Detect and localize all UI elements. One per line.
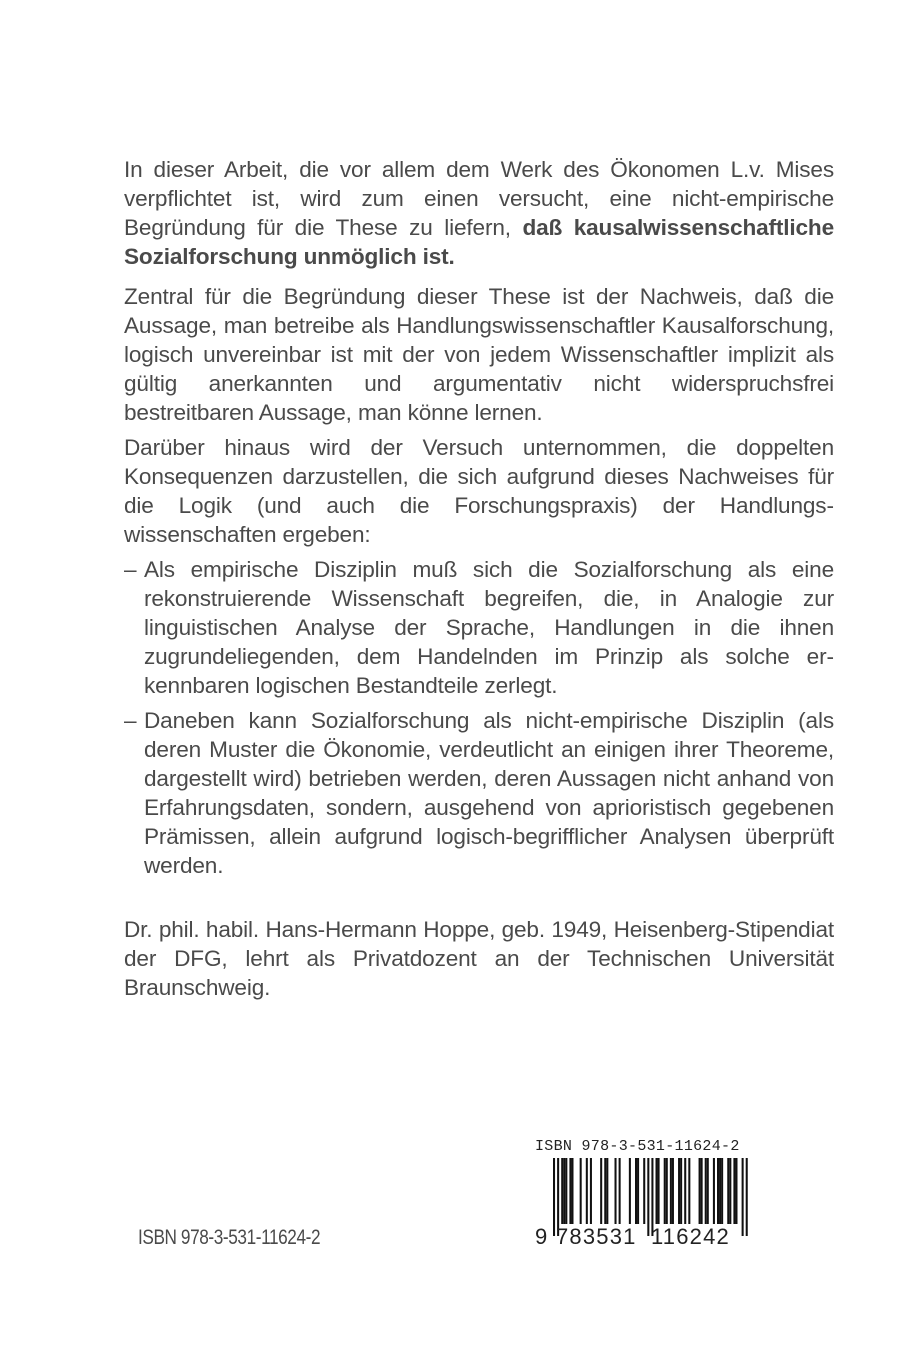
barcode-bar [629,1158,631,1224]
barcode-bar [684,1158,686,1224]
barcode-guard-bar [553,1158,555,1236]
barcode-guard-bar [647,1158,649,1236]
barcode-guard-bar [742,1158,744,1236]
barcode-bar [701,1158,703,1224]
barcode-bar [670,1158,672,1224]
dash-bullet: – [124,557,137,582]
author-bio: Dr. phil. habil. Hans-Hermann Hoppe, geb. 1949, Heisenberg-Stipendiat der DFG, lehrt als Privatdozent an der Technischen Universität Braunschweig. [124,917,834,1000]
blurb-text [124,155,834,886]
blurb-paragraph-1 [124,155,834,271]
barcode-bar [721,1158,723,1224]
blurb-thesis-bold: daß kausalwissenschaftliche Sozialforschung unmöglich ist. [124,215,834,269]
barcode-bar [561,1158,563,1224]
isbn-label: ISBN 978-3-531-11624-2 [138,1226,321,1249]
barcode-bar [680,1158,682,1224]
barcode-isbn-text: ISBN 978-3-531-11624-2 [535,1138,740,1155]
barcode-bar [664,1158,666,1224]
barcode-bar [604,1158,606,1224]
barcode-bar [672,1158,674,1224]
blurb-paragraph-1-text: In dieser Arbeit, die vor allem dem Werk des Ökonomen L.v. Mises verpflichtet ist, wird zum einen versucht, eine nicht-empirische Begründung für die These zu liefern, [124,157,834,240]
barcode-digit-lead: 9 [535,1224,548,1249]
barcode-bar [590,1158,592,1224]
barcode-bar [637,1158,639,1224]
barcode-bar [615,1158,617,1224]
barcode-bar [569,1158,571,1224]
barcode-bar [635,1158,637,1224]
barcode-block [535,1138,765,1268]
blurb-paragraph-3: Darüber hinaus wird der Versuch unternommen, die doppelten Konsequenzen darzustellen, die sich aufgrund dieses Nachweises für die Logik (und auch die Forschungspraxis) der Handlungswissenschaften ergeben: [124,435,834,547]
barcode-bar [606,1158,608,1224]
list-item-text: Als empirische Disziplin muß sich die Sozialforschung als eine rekonstruierende Wissenschaft begreifen, die, in Analogie zur linguistischen Analyse der Sprache, Handlungen in die ihnen zugrundeliegenden, dem Handelnden im Prinzip als solche erkennbaren logischen Bestandteile zerlegt. [144,557,834,698]
list-item-text: Daneben kann Sozialforschung als nicht-empirische Disziplin (als deren Muster die Ökonomie, verdeutlicht an einigen ihrer Theoreme, dargestellt wird) betrieben werden, deren Aussagen nicht anhand von Erfahrungsdaten, sondern, ausgehend von aprioristisch gegebenen Prämissen, allein aufgrund logisch-begrifflicher Analysen überprüft werden. [144,708,834,878]
barcode-bar [735,1158,737,1224]
barcode-digits-right: 116242 [651,1224,730,1249]
barcode-bar [600,1158,602,1224]
barcode-bar [733,1158,735,1224]
barcode-guard-bar [746,1158,748,1236]
barcode-digits-left: 783531 [556,1224,637,1249]
barcode-bar [707,1158,709,1224]
blurb-paragraph-2: Zentral für die Begründung dieser These ist der Nachweis, daß die Aussage, man betreibe als Handlungswissenschaftler Kausalforschung, logisch unvereinbar ist mit der von jedem Wissenschaftler implizit als gültig anerkannten und argumentativ nicht widerspruchsfrei bestreitbaren Aussage, man könne lernen. [124,284,834,425]
barcode-bar [729,1158,731,1224]
barcode-bar [571,1158,573,1224]
barcode-bar [586,1158,588,1224]
dash-bullet: – [124,708,137,733]
barcode-bar [656,1158,658,1224]
barcode-bar [713,1158,715,1224]
barcode-bar [565,1158,567,1224]
barcode-bar [688,1158,690,1224]
consequences-list [124,555,834,880]
barcode-bar [705,1158,707,1224]
barcode-bar [563,1158,565,1224]
list-item [124,706,834,880]
barcode-bar [643,1158,645,1224]
barcode-bar [619,1158,621,1224]
barcode-bar [580,1158,582,1224]
barcode-bar [699,1158,701,1224]
barcode-bar [658,1158,660,1224]
barcode-bar [727,1158,729,1224]
barcode-bar [678,1158,680,1224]
barcode-bar [666,1158,668,1224]
barcode-bar [719,1158,721,1224]
list-item [124,555,834,700]
barcode-bar [717,1158,719,1224]
